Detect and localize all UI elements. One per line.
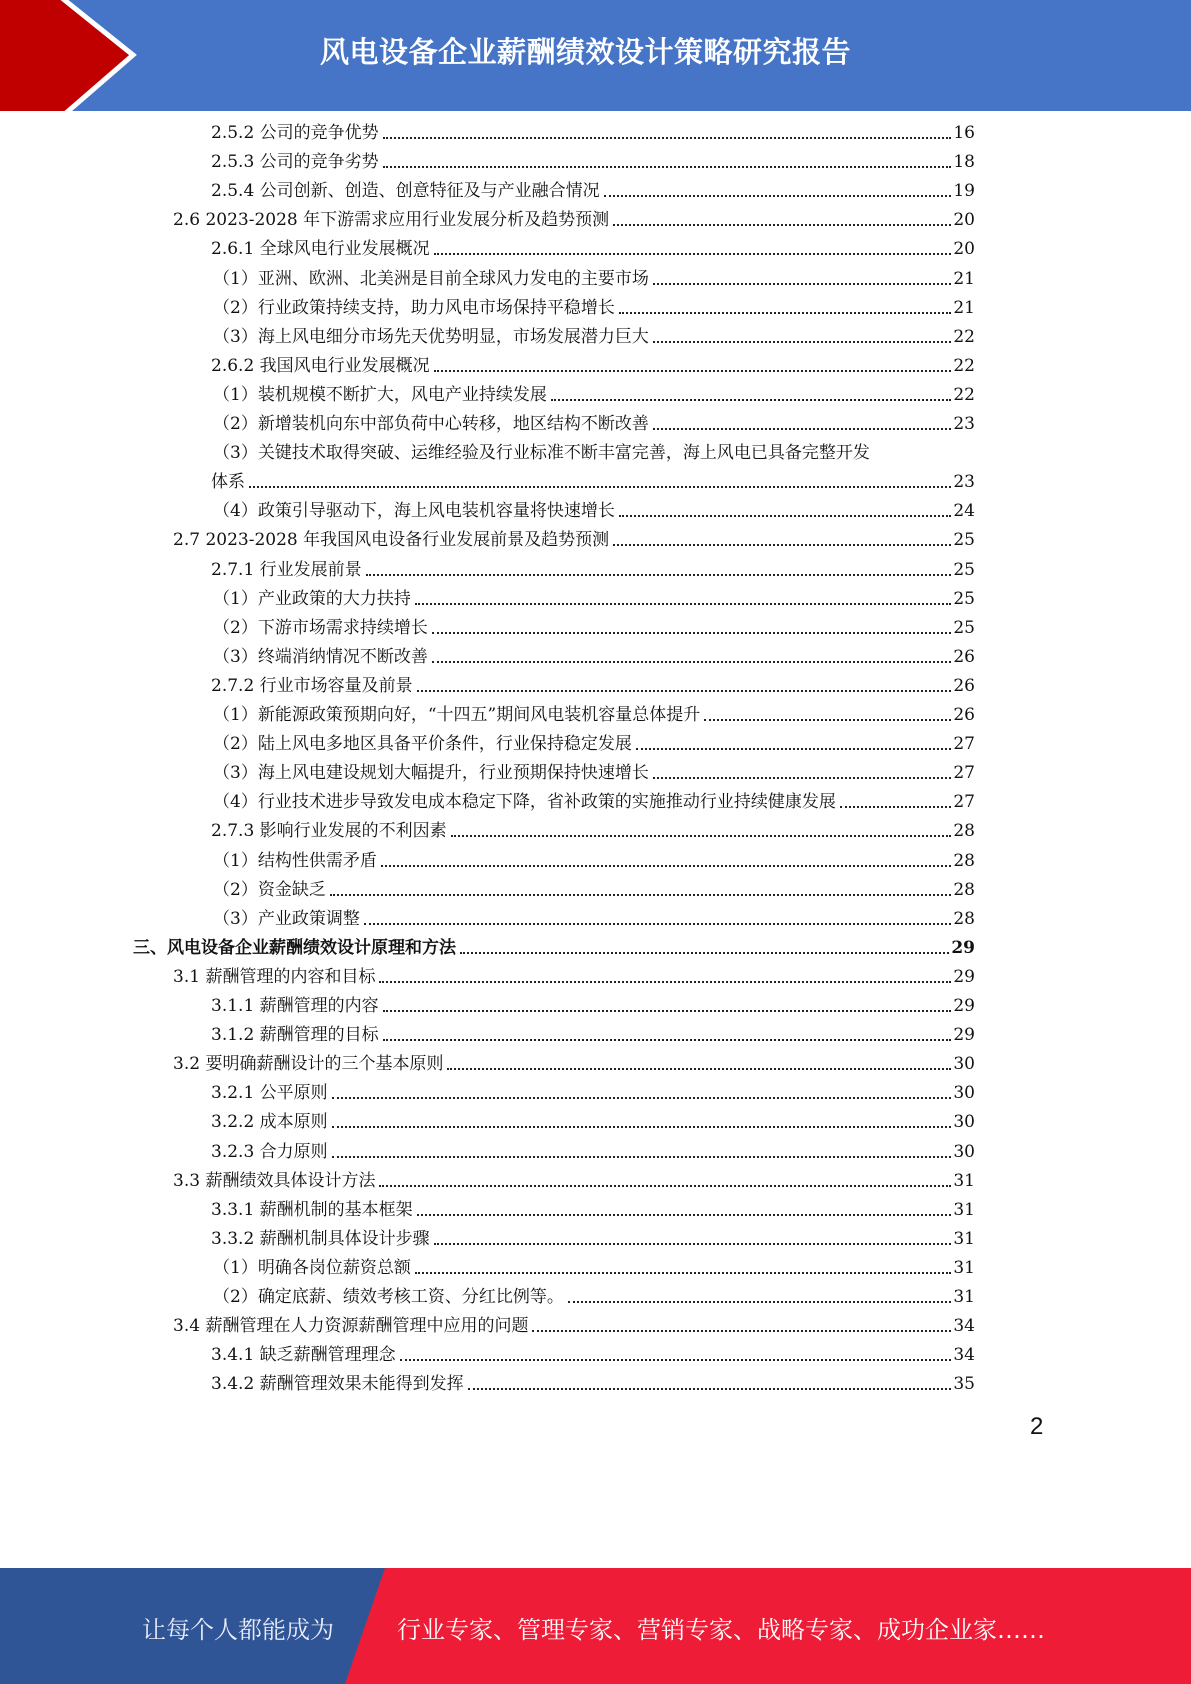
dot-leader xyxy=(383,1039,952,1041)
toc-entry[interactable] xyxy=(173,1315,975,1337)
dot-leader xyxy=(636,748,952,750)
toc-entry-page: 25 xyxy=(953,559,975,580)
toc-entry-page: 22 xyxy=(953,355,975,376)
toc-entry-page: 29 xyxy=(953,966,975,987)
toc-entry[interactable] xyxy=(213,1257,975,1279)
toc-entry[interactable] xyxy=(173,966,975,988)
toc-entry[interactable] xyxy=(211,122,975,144)
toc-entry-page: 28 xyxy=(953,879,975,900)
toc-entry[interactable] xyxy=(211,1344,975,1366)
toc-entry-title: 2.5.2 公司的竞争优势 xyxy=(211,123,379,143)
toc-entry-title: （1）产业政策的大力扶持 xyxy=(213,588,411,609)
dot-leader xyxy=(568,1301,952,1303)
toc-entry-page: 28 xyxy=(953,821,975,842)
toc-entry-page: 21 xyxy=(953,268,975,289)
page-footer xyxy=(0,1568,1191,1684)
dot-leader xyxy=(613,224,951,226)
dot-leader xyxy=(468,1388,952,1390)
toc-entry-title: （1）明确各岗位薪资总额 xyxy=(213,1257,411,1278)
toc-entry-page: 31 xyxy=(953,1257,975,1278)
toc-entry-title: 3.1 薪酬管理的内容和目标 xyxy=(173,966,376,987)
toc-entry[interactable] xyxy=(211,355,975,377)
toc-entry-page: 29 xyxy=(953,1025,975,1046)
toc-entry-page: 28 xyxy=(953,908,975,929)
toc-entry-page: 20 xyxy=(953,210,975,231)
dot-leader xyxy=(381,865,952,867)
toc-entry[interactable] xyxy=(213,442,975,464)
dot-leader xyxy=(417,690,952,692)
toc-entry-page: 24 xyxy=(953,501,975,522)
dot-leader xyxy=(434,253,952,255)
dot-leader xyxy=(330,894,952,896)
toc-entry-title: 3.1.2 薪酬管理的目标 xyxy=(211,1025,379,1046)
toc-entry[interactable] xyxy=(213,384,975,406)
toc-entry-page: 34 xyxy=(953,1345,975,1366)
toc-entry-title: 3.4 薪酬管理在人力资源薪酬管理中应用的问题 xyxy=(173,1316,529,1337)
dot-leader xyxy=(417,1214,952,1216)
toc-entry-title: （2）新增装机向东中部负荷中心转移，地区结构不断改善 xyxy=(213,414,649,434)
toc-entry-page: 31 xyxy=(953,1199,975,1220)
toc-entry-title: （2）资金缺乏 xyxy=(213,879,326,900)
toc-entry-title: （3）产业政策调整 xyxy=(213,908,360,929)
toc-entry-page: 29 xyxy=(953,996,975,1016)
dot-leader xyxy=(434,370,952,372)
toc-entry-title: 3.2.2 成本原则 xyxy=(211,1112,328,1133)
toc-entry-page: 22 xyxy=(953,384,975,405)
toc-entry[interactable] xyxy=(211,1373,975,1395)
dot-leader xyxy=(447,1068,951,1070)
toc-entry[interactable] xyxy=(213,646,975,668)
dot-leader xyxy=(366,574,952,576)
toc-entry[interactable] xyxy=(213,850,975,872)
toc-entry-page: 23 xyxy=(953,472,975,493)
dot-leader xyxy=(619,312,952,314)
toc-entry[interactable] xyxy=(211,471,975,493)
toc-entry-title: 三、风电设备企业薪酬绩效设计原理和方法 xyxy=(133,937,456,958)
toc-entry-page: 28 xyxy=(953,850,975,871)
toc-entry[interactable] xyxy=(211,1024,975,1046)
page-number: 2 xyxy=(1030,1413,1044,1440)
dot-leader xyxy=(432,632,952,634)
toc-entry-page: 30 xyxy=(953,1054,975,1075)
toc-entry-page: 30 xyxy=(953,1141,975,1162)
dot-leader xyxy=(383,137,952,139)
toc-entry-title: （3）海上风电细分市场先天优势明显，市场发展潜力巨大 xyxy=(213,326,649,347)
dot-leader xyxy=(704,719,951,721)
toc-entry-page: 26 xyxy=(953,705,975,725)
toc-entry-page: 18 xyxy=(953,152,975,173)
toc-entry-page: 25 xyxy=(953,617,975,638)
dot-leader xyxy=(434,1243,952,1245)
toc-entry-title: 体系 xyxy=(211,472,245,493)
toc-entry[interactable] xyxy=(211,559,975,581)
dot-leader xyxy=(332,1097,952,1099)
toc-entry-page: 26 xyxy=(953,675,975,696)
toc-entry[interactable] xyxy=(213,1286,975,1308)
toc-entry[interactable] xyxy=(211,1082,975,1104)
toc-entry[interactable] xyxy=(133,937,975,959)
toc-entry-title: 2.5.3 公司的竞争劣势 xyxy=(211,152,379,173)
toc-entry[interactable] xyxy=(213,297,975,319)
dot-leader xyxy=(432,661,952,663)
footer-slogan-left: 让每个人都能成为 xyxy=(142,1616,334,1644)
toc-entry[interactable] xyxy=(213,326,975,348)
dot-leader xyxy=(460,952,949,954)
toc-entry[interactable] xyxy=(211,1141,975,1163)
toc-entry-title: 2.5.4 公司创新、创造、创意特征及与产业融合情况 xyxy=(211,181,600,202)
toc-entry[interactable] xyxy=(173,529,975,551)
toc-entry-page: 27 xyxy=(953,734,975,755)
toc-entry-page: 31 xyxy=(953,1287,975,1307)
toc-entry-page: 25 xyxy=(953,530,975,551)
toc-entry-title: 3.3.1 薪酬机制的基本框架 xyxy=(211,1199,413,1220)
toc-entry-title: 2.7.2 行业市场容量及前景 xyxy=(211,675,413,696)
dot-leader xyxy=(604,195,952,197)
dot-leader xyxy=(653,428,952,430)
toc-entry-title: 3.4.2 薪酬管理效果未能得到发挥 xyxy=(211,1374,464,1395)
toc-entry-page: 30 xyxy=(953,1112,975,1133)
toc-entry-page: 34 xyxy=(953,1316,975,1337)
toc-entry-title: （1）装机规模不断扩大，风电产业持续发展 xyxy=(213,384,547,405)
dot-leader xyxy=(383,1010,952,1012)
toc-entry-title: 2.7 2023-2028 年我国风电设备行业发展前景及趋势预测 xyxy=(173,530,610,551)
dot-leader xyxy=(379,1185,951,1187)
dot-leader xyxy=(619,515,952,517)
toc-entry[interactable] xyxy=(213,704,975,726)
toc-entry[interactable] xyxy=(173,1053,975,1075)
dot-leader xyxy=(400,1359,952,1361)
toc-entry[interactable] xyxy=(211,1199,975,1221)
toc-entry-title: 2.6.2 我国风电行业发展概况 xyxy=(211,355,430,376)
toc-entry[interactable] xyxy=(211,151,975,173)
toc-entry[interactable] xyxy=(211,820,975,842)
dot-leader xyxy=(532,1330,951,1332)
toc-entry[interactable] xyxy=(211,675,975,697)
toc-entry-title: （2）行业政策持续支持，助力风电市场保持平稳增长 xyxy=(213,297,615,318)
toc-entry-page: 19 xyxy=(953,181,975,202)
toc-entry-title: （2）确定底薪、绩效考核工资、分红比例等。 xyxy=(213,1287,564,1307)
toc-entry-title: （1）新能源政策预期向好，“十四五”期间风电装机容量总体提升 xyxy=(213,705,701,725)
dot-leader xyxy=(653,283,952,285)
dot-leader xyxy=(364,923,952,925)
toc-entry-title: 2.7.1 行业发展前景 xyxy=(211,559,362,580)
toc-entry-title: 3.4.1 缺乏薪酬管理理念 xyxy=(211,1345,396,1366)
toc-entry-page: 27 xyxy=(953,763,975,784)
toc-entry[interactable] xyxy=(213,413,975,435)
toc-entry-title: （1）结构性供需矛盾 xyxy=(213,850,377,871)
toc-entry[interactable] xyxy=(213,733,975,755)
dot-leader xyxy=(332,1126,952,1128)
toc-entry[interactable] xyxy=(211,995,975,1017)
toc-entry-page: 20 xyxy=(953,239,975,260)
toc-entry[interactable] xyxy=(213,588,975,610)
dot-leader xyxy=(653,341,952,343)
toc-entry[interactable] xyxy=(213,879,975,901)
dot-leader xyxy=(653,777,952,779)
toc-entry-page: 25 xyxy=(953,588,975,609)
toc-entry-title: 3.2 要明确薪酬设计的三个基本原则 xyxy=(173,1054,444,1075)
toc-entry-page: 30 xyxy=(953,1083,975,1104)
dot-leader xyxy=(379,981,951,983)
toc-entry-page: 27 xyxy=(953,792,975,813)
dot-leader xyxy=(332,1156,952,1158)
toc-entry[interactable] xyxy=(213,908,975,930)
toc-entry-page: 22 xyxy=(953,326,975,347)
toc-entry[interactable] xyxy=(213,791,975,813)
toc-entry-title: 3.1.1 薪酬管理的内容 xyxy=(211,996,379,1016)
toc-entry-title: （1）亚洲、欧洲、北美洲是目前全球风力发电的主要市场 xyxy=(213,268,649,289)
toc-entry-title: 2.6 2023-2028 年下游需求应用行业发展分析及趋势预测 xyxy=(173,210,610,231)
dot-leader xyxy=(415,603,952,605)
toc-entry-page: 31 xyxy=(953,1170,975,1191)
dot-leader xyxy=(613,544,951,546)
toc-entry[interactable] xyxy=(173,1170,975,1192)
dot-leader xyxy=(383,166,952,168)
toc-entry-title: （3）海上风电建设规划大幅提升，行业预期保持快速增长 xyxy=(213,763,649,784)
toc-entry-title: 3.2.1 公平原则 xyxy=(211,1083,328,1104)
toc-entry-title: 2.6.1 全球风电行业发展概况 xyxy=(211,239,430,260)
toc-entry[interactable] xyxy=(213,500,975,522)
page-header xyxy=(0,0,1191,111)
toc-entry-title: 3.2.3 合力原则 xyxy=(211,1141,328,1162)
toc-entry-title: （4）政策引导驱动下，海上风电装机容量将快速增长 xyxy=(213,501,615,522)
toc-entry[interactable] xyxy=(213,268,975,290)
toc-entry-page: 35 xyxy=(953,1374,975,1395)
toc-entry[interactable] xyxy=(213,762,975,784)
toc-entry[interactable] xyxy=(211,1228,975,1250)
toc-entry-title: （2）下游市场需求持续增长 xyxy=(213,617,428,638)
toc-entry-title: （4）行业技术进步导致发电成本稳定下降，省补政策的实施推动行业持续健康发展 xyxy=(213,792,836,813)
dot-leader xyxy=(249,486,951,488)
toc-entry-title: 3.3.2 薪酬机制具体设计步骤 xyxy=(211,1228,430,1249)
toc-entry-title: （2）陆上风电多地区具备平价条件，行业保持稳定发展 xyxy=(213,734,632,755)
toc-entry-title: （3）终端消纳情况不断改善 xyxy=(213,646,428,667)
toc-entry[interactable] xyxy=(211,238,975,260)
toc-entry-title: （3）关键技术取得突破、运维经验及行业标准不断丰富完善，海上风电已具备完整开发 xyxy=(213,443,870,464)
dot-leader xyxy=(551,399,952,401)
toc-entry-page: 29 xyxy=(951,937,975,958)
toc-entry[interactable] xyxy=(173,209,975,231)
toc-entry-page: 23 xyxy=(953,414,975,434)
toc-entry-page: 26 xyxy=(953,646,975,667)
toc-entry-page: 21 xyxy=(953,297,975,318)
toc-entry-page: 16 xyxy=(953,123,975,143)
report-title: 风电设备企业薪酬绩效设计策略研究报告 xyxy=(320,35,852,69)
red-chevron-logo-icon xyxy=(0,0,160,111)
dot-leader xyxy=(451,835,952,837)
toc-entry[interactable] xyxy=(211,180,975,202)
footer-slogan-right: 行业专家、管理专家、营销专家、战略专家、成功企业家…… xyxy=(397,1616,1045,1644)
toc-entry-title: 2.7.3 影响行业发展的不利因素 xyxy=(211,821,447,842)
toc-entry[interactable] xyxy=(211,1111,975,1133)
toc-entry[interactable] xyxy=(213,617,975,639)
toc-entry-title: 3.3 薪酬绩效具体设计方法 xyxy=(173,1170,376,1191)
toc-entry-page: 31 xyxy=(953,1228,975,1249)
dot-leader xyxy=(415,1272,952,1274)
dot-leader xyxy=(840,806,952,808)
